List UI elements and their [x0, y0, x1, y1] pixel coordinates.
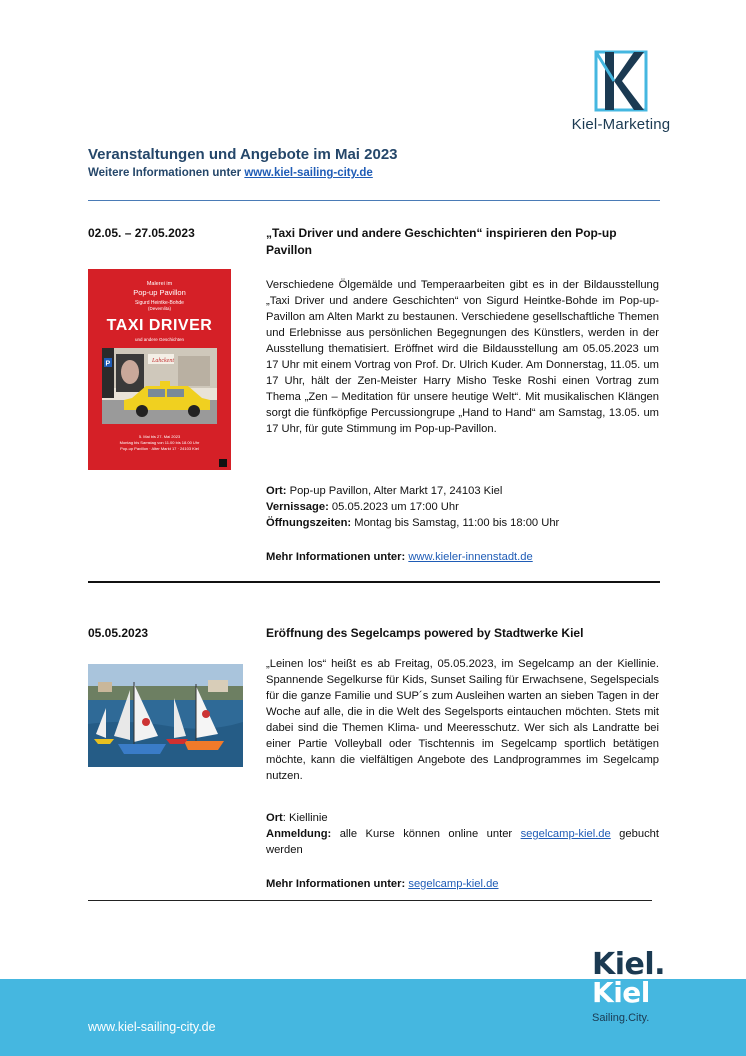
event2-ort: [266, 810, 659, 826]
kiel-logo-line2: Kiel: [592, 976, 650, 1009]
event1-description: Verschiedene Ölgemälde und Temperaarbeiten gibt es in der Bildausstellung „Taxi Driver und andere Geschichten“ von Sigurd Heintke-Bohde im Pop-up-Pavillon am Alten Markt zu bestaunen. Verschiedene gesellschaftliche Themen und Erlebnisse aus persönlichen Begegnungen des Künstlers, werden in der Ausstellung thematisiert. Eröffnet wird die Bildausstellung am 05.05.2023 um 17 Uhr mit einem Vortrag von Prof. Dr. Ulrich Kuder. Am Donnerstag, 11.05. um 17 Uhr, hält der Zen-Meister Harry Misho Teske Roshi einen Vortrag zum Thema „Zen – Meditation für unsere heutige Welt“. Mit musikalischen Klängen sorgt die fünfköpfige Percussiongrupe „Hand to Hand“ am Samstag, 13.05. um 17 Uhr, für gute Stimmung im Pop-up-Pavillon.: [266, 279, 659, 435]
subtitle-prefix: Weitere Informationen unter: [88, 167, 245, 179]
header-divider: [88, 200, 660, 201]
poster-line4: (Devemlita): [147, 306, 171, 311]
end-divider: [88, 900, 652, 901]
taxi-driver-poster: [88, 269, 231, 470]
event2-details: [266, 810, 659, 858]
event1-date: 02.05. – 27.05.2023: [88, 226, 195, 240]
poster-dates1: 5. Mai bis 27. Mai 2023: [138, 434, 181, 439]
svg-text:P: P: [105, 360, 111, 368]
event2-anmeldung-prefix: alle Kurse können online unter: [331, 828, 521, 840]
event1-more-label: Mehr Informationen unter:: [266, 551, 406, 563]
event2-more-label: Mehr Informationen unter:: [266, 878, 406, 890]
event1-details: [266, 483, 659, 531]
kiel-logo-line1: Kiel.: [592, 947, 666, 982]
poster-dates: [88, 434, 231, 452]
poster-k-logo-icon: [219, 459, 227, 467]
event2-anmeldung-suffix: gebucht werden: [266, 828, 659, 856]
event2-title: Eröffnung des Segelcamps powered by Stadtwerke Kiel: [266, 626, 584, 640]
kiel-marketing-logo: [565, 50, 677, 133]
event1-more-info: [266, 549, 659, 565]
event2-date: 05.05.2023: [88, 626, 149, 640]
event1-ort-label: Ort:: [266, 485, 287, 497]
kiel-logo-tagline: Sailing.City.: [592, 1012, 650, 1024]
poster-dates2: Montag bis Samstag von 11.00 bis 18.00 Uhr: [119, 440, 200, 445]
event2-ort-label: Ort: [266, 812, 283, 824]
event2-anmeldung-label: Anmeldung:: [266, 828, 332, 840]
document-title: Veranstaltungen und Angebote im Mai 2023: [88, 146, 398, 163]
event2-anmeldung-link[interactable]: segelcamp-kiel.de: [520, 828, 611, 840]
poster-line1: Malerei im: [146, 281, 173, 287]
event1-vernissage: [266, 499, 659, 515]
poster-headline: TAXI DRIVER: [106, 317, 213, 334]
segelcamp-photo: [88, 664, 243, 767]
event1-more-link[interactable]: www.kieler-innenstadt.de: [408, 551, 533, 563]
svg-text:Lahckent: Lahckent: [152, 358, 174, 364]
event1-oeffnungszeiten-value: Montag bis Samstag, 11:00 bis 18:00 Uhr: [351, 517, 560, 529]
event2-ort-value: : Kiellinie: [282, 812, 328, 824]
event2-description: „Leinen los“ heißt es ab Freitag, 05.05.2023, im Segelcamp an der Kiellinie. Spannende Segelkurse für Kids, Sunset Sailing für Erwachsene, Segelspecials für die ganze Familie und SUP´s zum Ausleihen warten an sieben Tagen in der Woche auf alle, die in die Welt des Segelsports eintauchen möchten. Stets mit dabei sind die Themen Klima- und Meeresschutz. Wer sich als Landratte bei einer Partie Volleyball oder Tischtennis im Segelcamp sportlich betätigen möchte, kann die vielfältigen Angebote des Landprogrammes im Segelcamp nutzen.: [266, 658, 659, 782]
event1-vernissage-value: 05.05.2023 um 17:00 Uhr: [328, 501, 459, 513]
kiel-sailing-city-logo: [592, 947, 682, 1024]
event2-more-info: [266, 876, 659, 892]
document-header: [88, 146, 398, 179]
header-website-link[interactable]: www.kiel-sailing-city.de: [244, 167, 373, 179]
event2-anmeldung: [266, 826, 659, 858]
event1-oeffnungszeiten-label: Öffnungszeiten:: [266, 517, 352, 529]
event1-ort: [266, 483, 659, 499]
footer-website-link[interactable]: www.kiel-sailing-city.de: [88, 1020, 216, 1034]
event1-oeffnungszeiten: [266, 515, 659, 531]
event1-title: „Taxi Driver und andere Geschichten“ inspirieren den Pop-up Pavillon: [266, 226, 617, 257]
poster-line2: Pop-up Pavillon: [133, 288, 186, 297]
event2-more-link[interactable]: segelcamp-kiel.de: [408, 878, 499, 890]
document-subtitle: [88, 167, 398, 179]
poster-dates3: Pop-up Pavillon · Alter Markt 17 · 24103 Kiel: [120, 446, 199, 451]
event1-ort-value: Pop-up Pavillon, Alter Markt 17, 24103 Kiel: [286, 485, 503, 497]
poster-subline: und andere Geschichten: [134, 337, 185, 342]
poster-line3: Sigurd Heintke-Bohde: [135, 300, 184, 306]
km-logo-mark-icon: [594, 50, 648, 112]
event-divider: [88, 581, 660, 583]
taxi-painting-image: [102, 348, 217, 424]
kiel-marketing-wordmark: Kiel-Marketing: [571, 116, 671, 133]
event1-vernissage-label: Vernissage:: [266, 501, 329, 513]
